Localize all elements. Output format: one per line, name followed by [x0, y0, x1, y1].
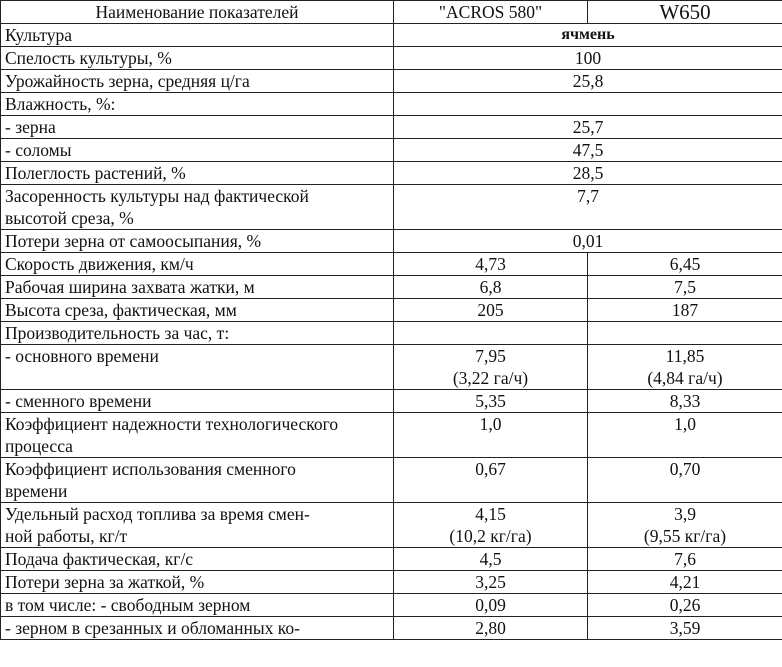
- acros-value: 205: [394, 299, 588, 322]
- acros-value: 0,67: [394, 458, 588, 503]
- row-label-line2: высотой среза, %: [5, 208, 134, 228]
- row-label: Культура: [1, 24, 394, 47]
- table-row: [1, 162, 782, 185]
- table-row: [1, 571, 782, 594]
- row-label: [1, 413, 394, 458]
- table-row: [1, 503, 782, 548]
- shared-value: 0,01: [394, 230, 782, 253]
- table-row: [1, 390, 782, 413]
- table-row: [1, 47, 782, 70]
- table-row: [1, 299, 782, 322]
- shared-value: 28,5: [394, 162, 782, 185]
- shared-value: 100: [394, 47, 782, 70]
- row-label: [1, 185, 394, 230]
- row-label: - зерна: [1, 116, 394, 139]
- table-row: [1, 458, 782, 503]
- row-label: Урожайность зерна, средняя ц/га: [1, 70, 394, 93]
- w650-value: [588, 322, 782, 345]
- w650-value: 7,6: [588, 548, 782, 571]
- row-label: Потери зерна от самоосыпания, %: [1, 230, 394, 253]
- table-row: [1, 413, 782, 458]
- header-indicator-name: Наименование показателей: [1, 1, 394, 24]
- table-row: [1, 276, 782, 299]
- acros-value-line1: 4,15: [475, 504, 506, 524]
- acros-value-line2: (3,22 га/ч): [452, 368, 529, 388]
- w650-value: 0,26: [588, 594, 782, 617]
- acros-value: 1,0: [394, 413, 588, 458]
- w650-value: 1,0: [588, 413, 782, 458]
- row-label-line2: ной работы, кг/т: [5, 526, 128, 546]
- row-label: Производительность за час, т:: [1, 322, 394, 345]
- w650-value: 7,5: [588, 276, 782, 299]
- acros-value: [394, 322, 588, 345]
- shared-value: [394, 93, 782, 116]
- row-label: - соломы: [1, 139, 394, 162]
- row-label: - сменного времени: [1, 390, 394, 413]
- shared-value: 25,8: [394, 70, 782, 93]
- row-label-line1: Коэффициент использования сменного: [5, 459, 296, 479]
- row-label-line1: Засоренность культуры над фактической: [5, 186, 309, 206]
- table-row: [1, 594, 782, 617]
- table-row: [1, 139, 782, 162]
- acros-value: [394, 345, 588, 390]
- shared-value: 7,7: [394, 185, 782, 230]
- row-label: - основного времени: [1, 345, 394, 390]
- table-row: [1, 93, 782, 116]
- w650-value-line1: 11,85: [665, 346, 705, 366]
- table-row: [1, 253, 782, 276]
- row-label: [1, 458, 394, 503]
- row-label: Скорость движения, км/ч: [1, 253, 394, 276]
- table-row: [1, 185, 782, 230]
- w650-value-line1: 3,9: [674, 504, 696, 524]
- w650-value: 0,70: [588, 458, 782, 503]
- shared-value: 47,5: [394, 139, 782, 162]
- acros-value: 0,09: [394, 594, 588, 617]
- acros-value: 6,8: [394, 276, 588, 299]
- row-label: Полеглость растений, %: [1, 162, 394, 185]
- table-row: [1, 548, 782, 571]
- acros-value: 5,35: [394, 390, 588, 413]
- shared-value: 25,7: [394, 116, 782, 139]
- row-label: Подача фактическая, кг/с: [1, 548, 394, 571]
- w650-value: 8,33: [588, 390, 782, 413]
- table-header-row: [1, 1, 782, 24]
- table-row: [1, 617, 782, 640]
- acros-value: 4,5: [394, 548, 588, 571]
- w650-value: 6,45: [588, 253, 782, 276]
- row-label: [1, 503, 394, 548]
- w650-value: [588, 503, 782, 548]
- table-row: [1, 24, 782, 47]
- table-row: [1, 322, 782, 345]
- row-label-line2: процесса: [5, 436, 73, 456]
- w650-value-line2: (9,55 кг/га): [643, 526, 727, 546]
- row-label: Потери зерна за жаткой, %: [1, 571, 394, 594]
- row-label-line1: Коэффициент надежности технологического: [5, 414, 339, 434]
- w650-value: 4,21: [588, 571, 782, 594]
- acros-value: 3,25: [394, 571, 588, 594]
- row-label: Рабочая ширина захвата жатки, м: [1, 276, 394, 299]
- row-label-line1: Удельный расход топлива за время смен-: [5, 504, 310, 524]
- w650-value: [588, 345, 782, 390]
- row-label: Высота среза, фактическая, мм: [1, 299, 394, 322]
- w650-value: 187: [588, 299, 782, 322]
- shared-value: ячмень: [394, 24, 782, 47]
- w650-value-line2: (4,84 га/ч): [647, 368, 723, 388]
- header-w650: W650: [588, 1, 782, 24]
- row-label: - зерном в срезанных и обломанных ко-: [1, 617, 394, 640]
- row-label: Спелость культуры, %: [1, 47, 394, 70]
- acros-value-line2: (10,2 кг/га): [449, 526, 532, 546]
- w650-value: 3,59: [588, 617, 782, 640]
- row-label: в том числе: - свободным зерном: [1, 594, 394, 617]
- acros-value: [394, 503, 588, 548]
- table-row: [1, 230, 782, 253]
- row-label-line2: времени: [5, 481, 68, 501]
- acros-value: 4,73: [394, 253, 588, 276]
- table-row: [1, 116, 782, 139]
- header-acros-580: "ACROS 580": [394, 1, 588, 24]
- acros-value: 2,80: [394, 617, 588, 640]
- row-label: Влажность, %:: [1, 93, 394, 116]
- table-row: [1, 345, 782, 390]
- table-row: [1, 70, 782, 93]
- acros-value-line1: 7,95: [475, 346, 506, 366]
